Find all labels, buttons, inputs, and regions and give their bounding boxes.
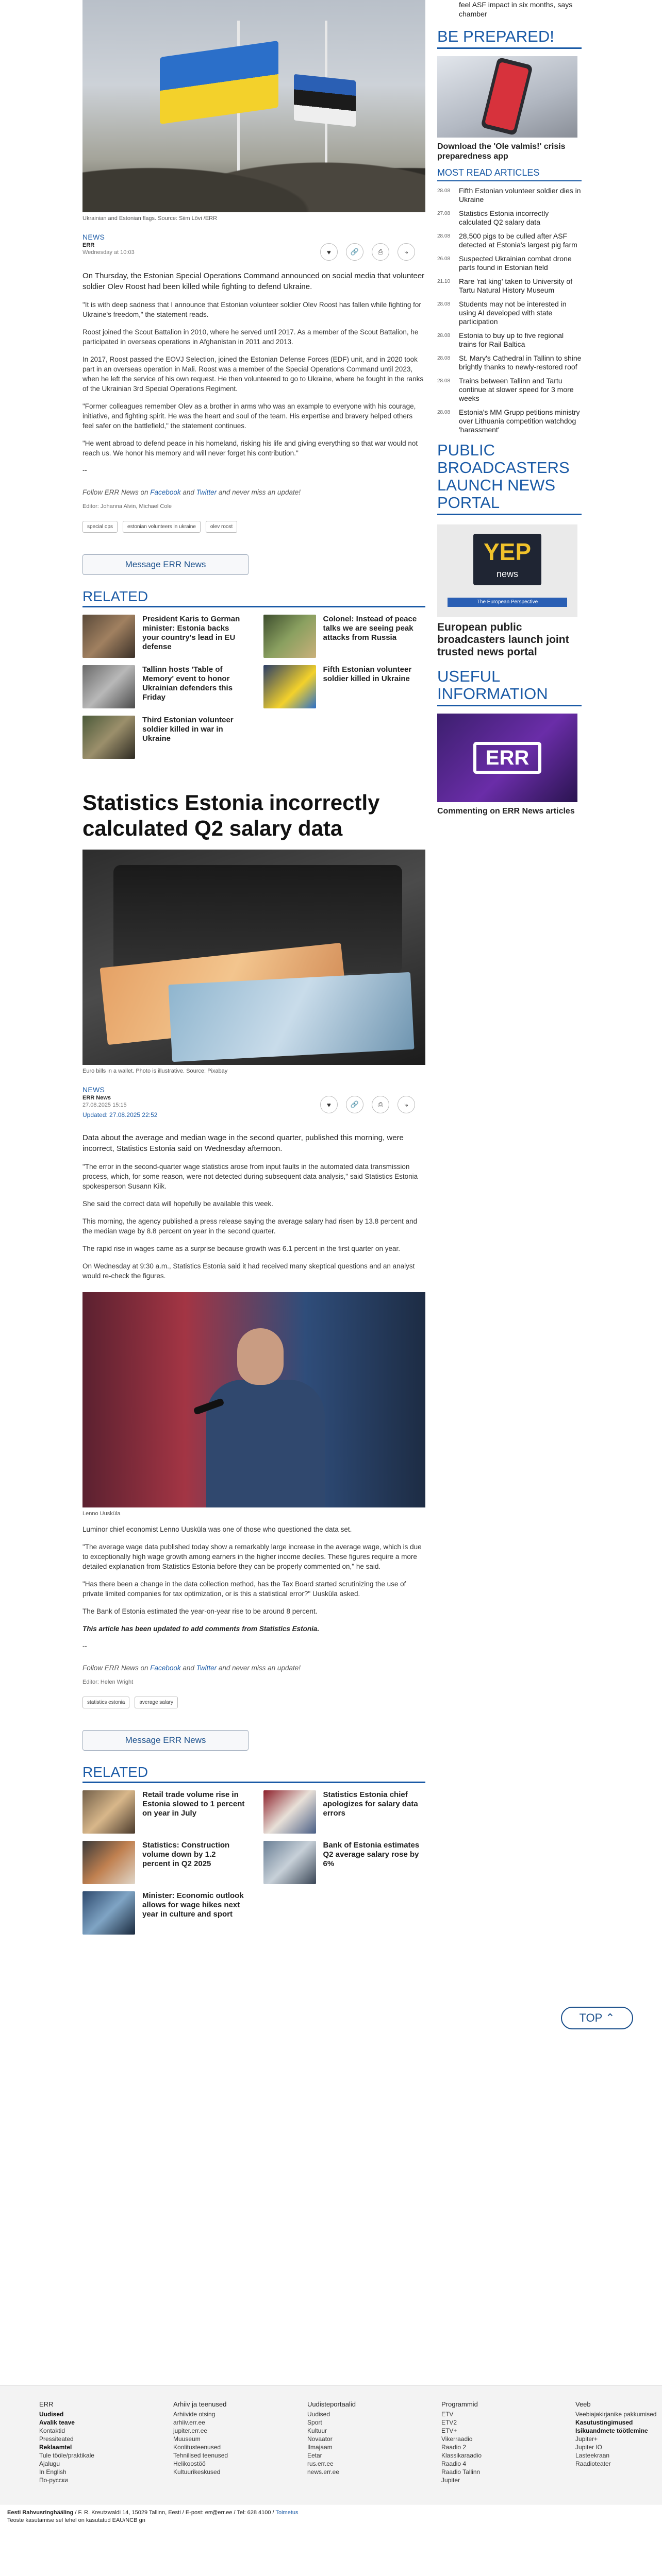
section-label[interactable]: NEWS <box>82 233 105 241</box>
related-list <box>82 1790 425 1935</box>
phone-icon <box>481 57 533 136</box>
editorial-link[interactable]: Toimetus <box>275 2510 299 2516</box>
related-item[interactable]: Statistics: Construction volume down by 1.2 percent in Q2 2025 <box>82 1841 245 1884</box>
footer-link[interactable]: news.err.ee <box>307 2468 340 2476</box>
footer-link[interactable]: Helikoostöö <box>173 2460 206 2467</box>
share-toolbar <box>320 243 415 261</box>
section-label[interactable]: NEWS <box>82 1086 105 1094</box>
footer-link[interactable]: ETV+ <box>441 2427 457 2434</box>
app-promo-caption[interactable]: Download the 'Ole valmis!' crisis preparedness app <box>437 142 566 161</box>
twitter-link[interactable]: Twitter <box>196 1664 217 1672</box>
facebook-link[interactable]: Facebook <box>150 1664 181 1672</box>
footer-columns <box>39 2400 662 2484</box>
print-button[interactable] <box>372 243 389 261</box>
footer-link[interactable]: Uudised <box>39 2411 64 2418</box>
footer-link[interactable]: In English <box>39 2468 67 2476</box>
err-promo-image[interactable] <box>437 714 577 802</box>
speaker-body <box>206 1380 325 1507</box>
footer-link[interactable]: Sport <box>307 2419 322 2426</box>
most-read-heading: MOST READ ARTICLES <box>437 167 540 178</box>
yep-news-caption[interactable]: European public broadcasters launch joint trusted news portal <box>437 621 569 658</box>
most-read-item[interactable]: 28.08 Trains between Tallinn and Tartu continue at slower speed for 3 more weeks <box>437 377 574 402</box>
copy-link-button[interactable] <box>346 243 363 261</box>
article-paragraph: "Former colleagues remember Olev as a brother in arms who was an example to everyone with his courage, initiative, and fighting spirit. He was the heart and soul of the team. His expertise and bravery helped others feel safer on the battlefield," the statement continues. <box>82 402 416 430</box>
tag-list <box>82 1697 425 1708</box>
article-paragraph: Luminor chief economist Lenno Uusküla was one of those who questioned the data set. <box>82 1526 352 1533</box>
divider <box>437 705 582 706</box>
image-caption: Euro bills in a wallet. Photo is illustrative. Source: Pixabay <box>82 1068 228 1074</box>
article-paragraph: The rapid rise in wages came as a surprise because growth was 6.1 percent in the first quarter on year. <box>82 1245 401 1252</box>
footer-link[interactable]: Lasteekraan <box>575 2452 610 2459</box>
footer-copyright: Teoste kasutamise sel lehel on kasutatud EAU/NCB gn <box>7 2517 145 2523</box>
related-thumbnail <box>82 716 135 759</box>
article-image-euro-bills <box>82 850 425 1065</box>
most-read-item[interactable]: 28.08 Fifth Estonian volunteer soldier dies in Ukraine <box>437 187 581 204</box>
footer-link[interactable]: Raadio Tallinn <box>441 2468 481 2476</box>
most-read-item[interactable]: 21.10 Rare 'rat king' taken to University of Tartu Natural History Museum <box>437 277 573 294</box>
related-thumbnail <box>82 615 135 658</box>
article-paragraph: "The error in the second-quarter wage statistics arose from input faults in the automated data transmission process, which, for some reason, were not detected during subsequent data analysis," said Statistics Estonia spokesperson Susann Kiik. <box>82 1163 418 1190</box>
footer-bottom-bar <box>0 2504 662 2530</box>
editor-line: Editor: Johanna Alvin, Michael Cole <box>82 503 172 510</box>
print-button[interactable] <box>372 1096 389 1113</box>
footer-column: ERR Uudised Avalik teave Kontaktid Pressiteated Reklaamtel Tule tööle/praktikale Ajalugu In English По-русски <box>39 2400 173 2484</box>
divider <box>437 180 582 181</box>
share-button[interactable] <box>398 243 415 261</box>
footer-column: Arhiiv ja teenused Arhiivide otsing arhiiv.err.ee jupiter.err.ee Muuseum Koolitusteenused Tehnilised teenused Helikoostöö Kultuurikeskused <box>173 2400 307 2484</box>
footer-link[interactable]: Isikuandmete töötlemine <box>575 2427 648 2434</box>
footer-link[interactable]: Kultuurikeskused <box>173 2468 221 2476</box>
footer-link[interactable]: Pressiteated <box>39 2435 74 2443</box>
yep-news-promo-image[interactable] <box>437 524 577 617</box>
footer-link[interactable]: Raadio 2 <box>441 2444 467 2451</box>
article-paragraph: Data about the average and median wage in the second quarter, published this morning, were incorrect, Statistics Estonia said on Wednesday afternoon. <box>82 1133 404 1153</box>
footer-link[interactable]: Avalik teave <box>39 2419 75 2426</box>
author: ERR <box>82 242 95 248</box>
link-icon: 🔗 <box>350 248 359 256</box>
link-icon: 🔗 <box>350 1100 359 1108</box>
footer-link[interactable]: ETV <box>441 2411 454 2418</box>
sidebar-article-fragment[interactable]: feel ASF impact in six months, says chamber <box>459 1 573 18</box>
related-item[interactable]: Colonel: Instead of peace talks we are seeing peak attacks from Russia <box>263 615 426 658</box>
article-paragraph: On Thursday, the Estonian Special Operations Command announced on social media that volunteer soldier Olev Roost had been killed while fighting to defend Ukraine. <box>82 272 425 291</box>
app-promo-image[interactable] <box>437 56 577 138</box>
related-thumbnail <box>82 1841 135 1884</box>
estonian-flag <box>294 74 356 127</box>
divider <box>437 514 582 515</box>
footer-link[interactable]: arhiiv.err.ee <box>173 2419 205 2426</box>
share-toolbar <box>320 1096 415 1113</box>
article-headline: Statistics Estonia incorrectly calculated Q2 salary data <box>82 790 380 840</box>
yep-news-logo: YEP <box>473 534 541 585</box>
main-column <box>82 0 425 1935</box>
footer-link[interactable]: Arhiivide otsing <box>173 2411 216 2418</box>
related-list <box>82 615 425 759</box>
article-paragraph: The Bank of Estonia estimated the year-on-year rise to be around 8 percent. <box>82 1607 318 1615</box>
share-icon: ⤷ <box>404 248 408 256</box>
image-caption: Ukrainian and Estonian flags. Source: Siim Lõvi /ERR <box>82 215 218 222</box>
article-body <box>82 270 425 510</box>
footer-link[interactable]: Kontaktid <box>39 2427 65 2434</box>
follow-line: Follow ERR News on Facebook and Twitter and never miss an update! <box>82 488 301 496</box>
related-thumbnail <box>82 1790 135 1834</box>
footer-link[interactable]: Jupiter IO <box>575 2444 603 2451</box>
related-item[interactable]: Statistics Estonia chief apologizes for salary data errors <box>263 1790 426 1834</box>
divider <box>82 1782 425 1783</box>
euro-bill <box>168 972 414 1062</box>
article-paragraph: "Has there been a change in the data collection method, has the Tax Board started scrutinizing the use of private limited companies for tax optimization, or is this a statistical error?" Uusküla asked. <box>82 1580 406 1598</box>
related-item[interactable]: Third Estonian volunteer soldier killed in war in Ukraine <box>82 716 245 759</box>
article-paragraph: On Wednesday at 9:30 a.m., Statistics Estonia said it had received many skeptical questions and an analyst would re-check the figures. <box>82 1262 415 1280</box>
footer-column: Veeb Veebiajakirjanike pakkumised Kasutustingimused Isikuandmete töötlemine Jupiter+ Jupiter IO Lasteekraan Raadioteater <box>575 2400 662 2484</box>
like-button[interactable] <box>320 1096 338 1113</box>
chevron-up-icon: ⌃ <box>605 2011 615 2024</box>
related-thumbnail <box>82 1891 135 1935</box>
related-thumbnail <box>263 615 316 658</box>
most-read-item[interactable]: 28.08 Estonia's MM Grupp petitions ministry over Lithuania competition watchdog 'harassment' <box>437 408 580 434</box>
image-caption: Lenno Uusküla <box>82 1511 121 1517</box>
print-icon: ⎙ <box>377 1100 384 1108</box>
article-paragraph: Roost joined the Scout Battalion in 2010, where he served until 2017. As a member of the Scout Battalion, he participated in overseas operations in Afghanistan in 2011 and 2013. <box>82 328 419 346</box>
footer-link[interactable]: Novaator <box>307 2435 333 2443</box>
article-body <box>82 1132 425 1685</box>
article-paragraph: She said the correct data will hopefully be available this week. <box>82 1200 273 1208</box>
footer-link[interactable]: Kasutustingimused <box>575 2419 633 2426</box>
yep-news-logo-sub: news <box>496 569 519 579</box>
facebook-link[interactable]: Facebook <box>150 488 181 496</box>
footer-link[interactable]: Muuseum <box>173 2435 201 2443</box>
twitter-link[interactable]: Twitter <box>196 488 217 496</box>
footer-link[interactable]: Vikerraadio <box>441 2435 473 2443</box>
sidebar <box>437 0 582 816</box>
related-heading: RELATED <box>82 1764 148 1780</box>
most-read-list <box>437 187 582 434</box>
editor-line: Editor: Helen Wright <box>82 1679 134 1685</box>
article-paragraph: "He went abroad to defend peace in his homeland, risking his life and giving everything so that war would not reach us. We honor his memory and will never forget his contribution." <box>82 439 418 457</box>
footer-link[interactable]: Jupiter+ <box>575 2435 598 2443</box>
follow-line: Follow ERR News on Facebook and Twitter and never miss an update! <box>82 1664 301 1672</box>
related-item[interactable]: Fifth Estonian volunteer soldier killed in Ukraine <box>263 665 426 708</box>
message-err-news-button[interactable]: Message ERR News <box>82 554 249 575</box>
article-paragraph: "The average wage data published today show a remarkably large increase in the average wage, which is due to exceptionally high wage growth among earners in the higher income deciles. These figures require a more detailed explanation from Statistics Estonia before they can be properly commented on," he said. <box>82 1543 422 1570</box>
most-read-item[interactable]: 27.08 Statistics Estonia incorrectly calculated Q2 salary data <box>437 209 549 226</box>
footer-link[interactable]: jupiter.err.ee <box>173 2427 208 2434</box>
footer-link[interactable]: Tule tööle/praktikale <box>39 2452 94 2459</box>
footer-link[interactable]: Jupiter <box>441 2477 460 2484</box>
article-image-speaker <box>82 1292 425 1507</box>
speaker-head <box>237 1328 284 1385</box>
article-paragraph: "It is with deep sadness that I announce that Estonian volunteer soldier Olev Roost has fallen while fighting for Ukraine's freedom," the statement reads. <box>82 301 421 318</box>
related-thumbnail <box>263 665 316 708</box>
footer-column: Uudisteportaalid Uudised Sport Kultuur Novaator Ilmajaam Eetar rus.err.ee news.err.ee <box>307 2400 441 2484</box>
divider <box>82 606 425 607</box>
footer-link[interactable]: Kultuur <box>307 2427 327 2434</box>
separator: -- <box>82 466 87 474</box>
article-meta <box>82 1095 425 1125</box>
ukrainian-flag <box>160 41 278 124</box>
most-read-item[interactable]: 28.08 28,500 pigs to be culled after ASF detected at Estonia's largest pig farm <box>437 232 577 249</box>
footer <box>0 2385 662 2504</box>
article-paragraph: In 2017, Roost passed the EOVJ Selection, joined the Estonian Defense Forces (EDF) unit, and in 2020 took part in an overseas operation in Mali. Roost was a member of the Special Operations Command until 2023, when he left the service of his own request. He then volunteered to go to Ukraine, where he fought in the ranks of the Ukrainian 3rd Special Operations Regiment. <box>82 355 424 393</box>
like-button[interactable] <box>320 243 338 261</box>
footer-link[interactable]: Raadio 4 <box>441 2460 467 2467</box>
most-read-item[interactable]: 28.08 St. Mary's Cathedral in Tallinn to shine brightly thanks to newly-restored roof <box>437 354 582 371</box>
footer-link[interactable]: По-русски <box>39 2477 68 2484</box>
related-item[interactable]: Bank of Estonia estimates Q2 average salary rose by 6% <box>263 1841 426 1884</box>
tag[interactable]: statistics estonia <box>82 1697 129 1708</box>
footer-column: Programmid ETV ETV2 ETV+ Vikerraadio Raadio 2 Klassikaraadio Raadio 4 Raadio Tallinn Jupiter <box>441 2400 575 2484</box>
be-prepared-heading: BE PREPARED! <box>437 27 554 45</box>
print-icon: ⎙ <box>377 248 384 256</box>
separator: -- <box>82 1642 87 1650</box>
footer-address: Eesti Rahvusringhääling / F. R. Kreutzwaldi 14, 15029 Tallinn, Eesti / E-post: err@err.ee / Tel: 628 4100 / Toimetus <box>7 2510 299 2516</box>
footer-link[interactable]: Reklaamtel <box>39 2444 72 2451</box>
footer-link[interactable]: Ilmajaam <box>307 2444 333 2451</box>
most-read-item[interactable]: 28.08 Students may not be interested in using AI developed with state participation <box>437 300 567 326</box>
footer-link[interactable]: Klassikaraadio <box>441 2452 482 2459</box>
related-item[interactable]: President Karis to German minister: Estonia backs your country's lead in EU defense <box>82 615 245 658</box>
public-broadcasters-heading: PUBLIC BROADCASTERS LAUNCH NEWS PORTAL <box>437 441 570 512</box>
publish-date: Wednesday at 10:03 <box>82 249 135 256</box>
tag[interactable]: average salary <box>135 1697 178 1708</box>
footer-link[interactable]: Veebiajakirjanike pakkumised <box>575 2411 657 2418</box>
article-image-flags <box>82 0 425 212</box>
copy-link-button[interactable] <box>346 1096 363 1113</box>
related-thumbnail <box>263 1790 316 1834</box>
publish-date: 27.08.2025 15:15 <box>82 1102 127 1108</box>
footer-link[interactable]: ETV2 <box>441 2419 457 2426</box>
tag-list <box>82 521 425 533</box>
footer-link[interactable]: Tehnilised teenused <box>173 2452 228 2459</box>
commenting-caption[interactable]: Commenting on ERR News articles <box>437 807 575 816</box>
related-item[interactable]: Retail trade volume rise in Estonia slowed to 1 percent on year in July <box>82 1790 245 1834</box>
share-button[interactable] <box>398 1096 415 1113</box>
article-paragraph: This morning, the agency published a press release saying the average salary had risen by 13.8 percent and the median wage by 8.8 percent on year in the second quarter. <box>82 1217 418 1235</box>
footer-link[interactable]: Uudised <box>307 2411 330 2418</box>
share-icon: ⤷ <box>404 1100 408 1108</box>
most-read-item[interactable]: 26.08 Suspected Ukrainian combat drone parts found in Estonian field <box>437 255 572 272</box>
related-item[interactable]: Tallinn hosts 'Table of Memory' event to honor Ukrainian defenders this Friday <box>82 665 245 708</box>
updated-date: Updated: 27.08.2025 22:52 <box>82 1111 158 1118</box>
related-thumbnail <box>82 665 135 708</box>
trees <box>82 135 425 212</box>
related-thumbnail <box>263 1841 316 1884</box>
author: ERR News <box>82 1095 111 1101</box>
heart-icon: ♥ <box>327 248 331 256</box>
footer-link[interactable]: rus.err.ee <box>307 2460 334 2467</box>
footer-link[interactable]: Raadioteater <box>575 2460 611 2467</box>
related-heading: RELATED <box>82 588 148 604</box>
message-err-news-button[interactable]: Message ERR News <box>82 1730 249 1751</box>
update-note: This article has been updated to add comments from Statistics Estonia. <box>82 1625 320 1633</box>
tag[interactable]: olev roost <box>206 521 237 533</box>
err-logo: ERR <box>473 742 541 774</box>
footer-link[interactable]: Ajalugu <box>39 2460 60 2467</box>
article-meta <box>82 242 425 263</box>
tag[interactable]: special ops <box>82 521 118 533</box>
most-read-item[interactable]: 28.08 Estonia to buy up to five regional trains for Rail Baltica <box>437 331 564 348</box>
scroll-to-top-button[interactable]: TOP ⌃ <box>561 2007 633 2029</box>
footer-link[interactable]: Eetar <box>307 2452 322 2459</box>
divider <box>437 47 582 49</box>
useful-information-heading: USEFUL INFORMATION <box>437 667 548 703</box>
footer-link[interactable]: Koolitusteenused <box>173 2444 221 2451</box>
heart-icon: ♥ <box>327 1100 331 1109</box>
related-item[interactable]: Minister: Economic outlook allows for wage hikes next year in culture and sport <box>82 1891 245 1935</box>
yep-news-strip: The European Perspective <box>448 598 567 607</box>
tag[interactable]: estonian volunteers in ukraine <box>123 521 201 533</box>
